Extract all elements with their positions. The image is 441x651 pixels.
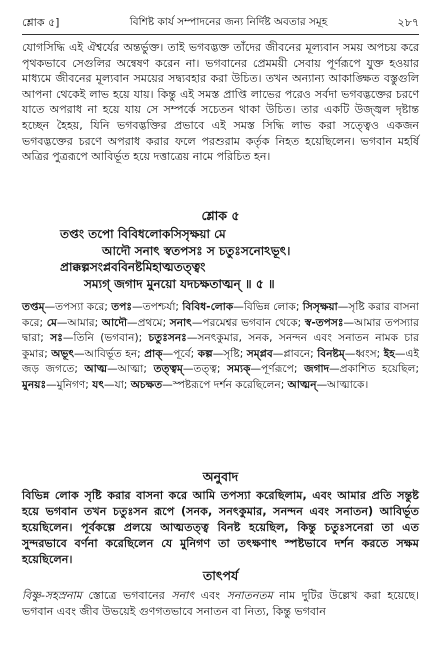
synonym-meaning: তপশ্চর্যা <box>142 301 176 313</box>
synonym-word: তপঃ <box>111 301 133 313</box>
synonym-meaning: প্রকাশিত হয়েছিল <box>339 363 416 376</box>
synonym-word: স্ব-তপসঃ <box>304 316 344 329</box>
synonym-meaning: সনৎকুমার, সনক, সনন্দন এবং সনাতন নামক চার কুমার <box>22 332 419 360</box>
chapter-title: বিশিষ্ট কার্য সম্পাদনের জন্য নির্দিষ্ট অবতার সমূহ <box>129 15 328 28</box>
synonym-word: সম্যক্ <box>227 363 251 376</box>
purport-text <box>22 588 419 619</box>
name-sanat: সনাৎ <box>171 589 195 602</box>
synonym-meaning: আবির্ভূত হন <box>84 347 138 360</box>
synonym-word: মুনয়ঃ <box>22 378 47 391</box>
synonym-word: সম্প্লব <box>246 347 273 360</box>
synonym-meaning: আমার তপস্যার দ্বারা <box>22 316 419 345</box>
synonym-meaning: তিনি (ভগবান) <box>73 332 139 345</box>
purport-heading: তাৎপর্য <box>202 568 239 583</box>
synonym-word: আত্মন্ <box>287 378 317 391</box>
synonym-meaning: ধ্বংস <box>355 347 377 360</box>
name-sanatanatama: সনাতনতম <box>226 589 273 602</box>
synonym-meaning: আত্মা <box>117 363 144 376</box>
header-verse-label: শ্লোক ৫] <box>22 15 60 29</box>
synonym-word: সনাৎ <box>169 316 192 329</box>
synonym-meaning: পূর্বে <box>173 347 191 360</box>
synonym-meaning: তপস্যা করে <box>55 301 105 313</box>
synonym-word: অভূৎ <box>51 347 75 360</box>
header-rule <box>22 34 419 35</box>
synonym-word: কল্প <box>197 347 213 360</box>
verse-line: প্রাক্কল্পসংপ্লববিনষ্টমিহাত্মতত্ত্বং <box>60 260 206 274</box>
synonym-meaning: স্পষ্টরূপে দর্শন করেছিলেন <box>172 378 281 391</box>
verse-heading: শ্লোক ৫ <box>201 208 240 223</box>
purport-segment: নাম দুটির উল্লেখ করা হয়েছে। ভগবান এবং জীব উভয়েই গুণগতভাবে সনাতন বা নিত্য, কিন্তু ভগবান <box>22 589 420 618</box>
scripture-name: বিষ্ণু-সহস্রনাম <box>22 589 82 602</box>
purport-segment: স্তোত্রে ভগবানের <box>81 589 172 602</box>
page-header <box>22 14 419 32</box>
synonym-meaning: প্রথমে <box>137 316 163 329</box>
page-number: ২৮৭ <box>397 15 419 29</box>
verse-line: তপ্তং তপো বিবিধলোকসিসৃক্ষয়া মে <box>60 227 226 241</box>
translation-heading: অনুবাদ <box>202 469 239 484</box>
verse-line: সম্যগ্ জগাদ মুনয়ো যদচক্ষতাত্মন্ ॥ ৫ ॥ <box>84 276 275 291</box>
synonym-word: আদৌ <box>101 316 128 329</box>
synonym-meaning: যা <box>114 378 124 391</box>
synonym-meaning: সৃষ্টি করার বাসনা করে <box>22 301 420 329</box>
translation-text: বিভিন্ন লোক সৃষ্টি করার বাসনা করে আমি তপস্যা করেছিলাম, এবং আমার প্রতি সন্তুষ্ট হয়ে ভগবান তখন চতুঃসন রূপে (সনক, সনৎকুমার, সনন্দন এবং সনাতন) আবির্ভূত হয়েছিলেন। পূর্বকল্পে প্রলয়ে আত্মতত্ত্ব বিনষ্ট হয়েছিল, কিন্তু চতুঃসনেরা তা এত সুন্দরভাবে বর্ণনা করেছিলেন যে মুনিগণ তা তৎক্ষণাৎ স্পষ্টভাবে দর্শন করতে সক্ষম হয়েছিলেন। <box>22 489 419 566</box>
synonym-meaning: আত্মাকে <box>327 378 365 391</box>
synonym-meaning: পূর্ণরূপে <box>261 363 294 376</box>
sanskrit-verse <box>60 226 415 292</box>
synonym-word: সিসৃক্ষয়া <box>302 301 338 313</box>
synonym-word: সঃ <box>50 332 63 345</box>
synonym-word: আত্ম <box>84 363 108 376</box>
synonym-meaning: পরমেশ্বর ভগবান থেকে <box>202 316 298 329</box>
synonym-meaning: মুনিগণ <box>56 378 86 391</box>
synonym-word: মে <box>46 316 57 329</box>
synonym-meaning: সৃষ্টি <box>223 347 240 360</box>
synonym-meaning: এই জড় জগতে <box>22 347 419 376</box>
synonym-word: বিনষ্টম্ <box>317 347 345 360</box>
synonym-word: চতুঃসনঃ <box>148 332 187 345</box>
synonym-word: প্রাক্ <box>144 347 163 360</box>
synonym-meaning: তত্ত্ব <box>193 363 217 376</box>
synonym-word: যৎ <box>92 378 104 391</box>
synonym-word: তপ্তম্ <box>22 301 45 313</box>
synonym-word: জগাদ <box>304 363 330 376</box>
synonym-meaning: বিভিন্ন লোক <box>243 301 296 313</box>
synonym-word: তত্ত্বম্ <box>153 363 183 376</box>
synonym-word: বিবিধ-লোক <box>182 301 234 313</box>
intro-paragraph: যোগসিদ্ধি এই ঐশ্বর্যের অন্তর্ভুক্ত। তাই ভগবদ্ভক্ত তাঁদের জীবনের মূল্যবান সময় অপচয় করে পৃথকভাবে সেগুলির অন্বেষণ করেন না। ভগবানের প্রেমময়ী সেবায় পূর্ণরূপে যুক্ত হওয়ার মাধ্যমে জীবনের মূল্যবান সময়ের সদ্ব্যবহার করা উচিত। তখন অন্যান্য আকাঙ্ক্ষিত বস্তুগুলি আপনা থেকেই লাভ হয়ে যায়। কিন্তু এই সমস্ত প্রাপ্তি লাভের পরেও সর্বদা ভগবদ্ভক্তের চরণে যাতে অপরাধ না হয়ে যায় সে সম্পর্কে সচেতন থাকা উচিত। তার একটি উজ্জ্বল দৃষ্টান্ত হচ্ছেন হৈহয়, যিনি ভগবদ্ভক্তির প্রভাবে এই সমস্ত সিদ্ধি লাভ করা সত্ত্বেও একজন ভগবদ্ভক্তের চরণে অপরাধ করার ফলে পরশুরাম কর্তৃক নিহত হয়েছিলেন। ভগবান মহর্ষি অত্রির পুত্ররূপে আবির্ভূত হয়ে দত্তাত্রেয় নামে পরিচিত হন। <box>22 41 419 164</box>
synonym-word: অচক্ষত <box>130 378 163 391</box>
synonym-word: ইহ <box>383 347 395 360</box>
word-for-word-synonyms: তপ্তম্—তপস্যা করে; তপঃ—তপশ্চর্যা; বিবিধ-লোক—বিভিন্ন লোক; সিসৃক্ষয়া—সৃষ্টি করার বাসনা করে; মে—আমার; আদৌ—প্রথমে; সনাৎ—পরমেশ্বর ভগবান থেকে; স্ব-তপসঃ—আমার তপস্যার দ্বারা; সঃ—তিনি (ভগবান); চতুঃসনঃ—সনৎকুমার, সনক, সনন্দন এবং সনাতন নামক চার কুমার; অভূৎ—আবির্ভূত হন; প্রাক্—পূর্বে; কল্প—সৃষ্টি; সম্প্লব—প্লাবনে; বিনষ্টম্—ধ্বংস; ইহ—এই জড় জগতে; আত্ম—আত্মা; তত্ত্বম্—তত্ত্ব; সম্যক্—পূর্ণরূপে; জগাদ—প্রকাশিত হয়েছিল; মুনয়ঃ—মুনিগণ; যৎ—যা; অচক্ষত—স্পষ্টরূপে দর্শন করেছিলেন; আত্মন্—আত্মাকে। <box>22 301 420 391</box>
synonym-meaning: আমার <box>67 316 95 329</box>
verse-line: আদৌ সনাৎ স্বতপসঃ স চতুঃসনোঽভূৎ। <box>102 243 291 258</box>
synonym-meaning: প্লাবনে <box>283 347 311 360</box>
purport-segment: এবং <box>194 589 227 602</box>
